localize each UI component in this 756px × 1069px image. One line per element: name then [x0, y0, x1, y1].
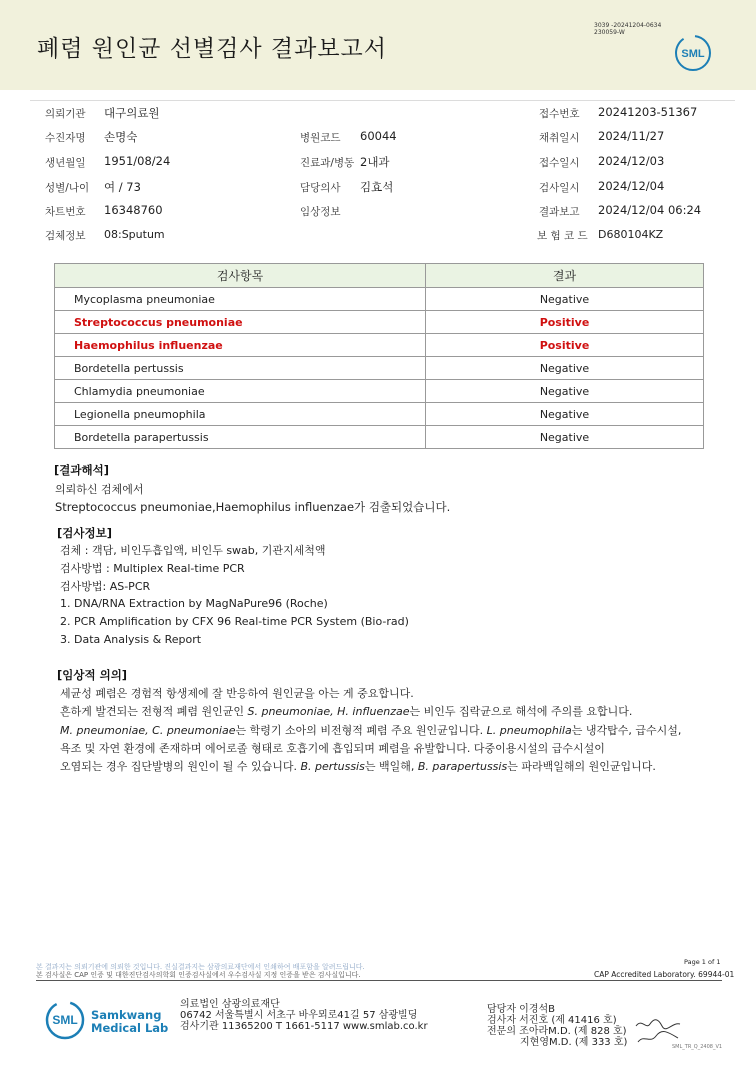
page-number: Page 1 of 1: [684, 958, 721, 966]
staff-tester: 검사자 서진호 (제 41416 호): [487, 1015, 617, 1026]
interpretation-heading: [결과해석]: [54, 463, 109, 477]
test-info-line-2: 검사방법 : Multiplex Real-time PCR: [60, 562, 245, 575]
patient-name-value: 손명숙: [104, 130, 138, 144]
test-item-result: Positive: [426, 334, 704, 357]
staff-manager: 담당자 이경석B: [487, 1004, 555, 1015]
test-item-result: Negative: [426, 288, 704, 311]
clinical-organism: B. parapertussis: [417, 760, 508, 773]
insurance-code-label: 보 험 코 드: [537, 230, 588, 242]
clinical-text: 오염되는 경우 집단발병의 원인이 될 수 있습니다.: [60, 760, 301, 773]
report-title: 폐렴 원인균 선별검사 결과보고서: [37, 36, 387, 62]
table-row: [55, 357, 704, 380]
clinical-info-label: 임상정보: [300, 206, 341, 218]
test-item-result: Negative: [426, 426, 704, 449]
collect-date-label: 채취일시: [539, 132, 580, 144]
table-row: [55, 380, 704, 403]
form-code: SML_TR_Q_2408_V1: [672, 1044, 723, 1050]
results-table: [54, 263, 704, 449]
dept-value: 2내과: [360, 155, 390, 169]
test-info-line-6: 3. Data Analysis & Report: [60, 633, 202, 646]
test-item-result: Negative: [426, 403, 704, 426]
test-item-name: Haemophilus influenzae: [55, 334, 426, 357]
document-id: [594, 22, 661, 36]
svg-text:SML: SML: [52, 1013, 78, 1027]
patient-name-label: 수진자명: [45, 132, 86, 144]
test-item-name: Bordetella parapertussis: [55, 426, 426, 449]
dob-value: 1951/08/24: [104, 154, 171, 168]
clinical-organism: S. pneumoniae, H. influenzae: [247, 705, 410, 718]
table-row: [55, 426, 704, 449]
collect-date-value: 2024/11/27: [598, 129, 665, 143]
svg-text:SML: SML: [681, 48, 705, 60]
signature-icon: [632, 1012, 684, 1046]
footer-note-2: 본 검사실은 CAP 인증 및 대한진단검사의학회 인증검사실에서 우수검사실 지정 인증을 받은 검사실입니다.: [36, 971, 361, 979]
test-date-value: 2024/12/04: [598, 179, 665, 193]
clinical-line-2: [60, 703, 632, 719]
test-info-heading: [검사정보]: [57, 526, 112, 540]
clinical-line-3: [60, 722, 681, 738]
clinical-text: 는 학령기 소아의 비전형적 폐렴 주요 원인균입니다.: [235, 724, 487, 737]
cap-accreditation: CAP Accredited Laboratory. 69944-01: [594, 970, 735, 979]
results-body: [55, 288, 704, 449]
staff-specialist-1: 전문의 조아라M.D. (제 828 호): [487, 1026, 627, 1037]
receipt-no-label: 접수번호: [539, 108, 580, 120]
col-header-result: 결과: [426, 264, 704, 288]
clinical-text: 는 냉각탑수, 급수시설,: [571, 724, 682, 737]
specimen-label: 검체정보: [45, 230, 86, 242]
test-info-line-3: 검사방법: AS-PCR: [60, 580, 151, 593]
test-info-line-1: 검체 : 객담, 비인두흡입액, 비인두 swab, 기관지세척액: [60, 544, 326, 557]
table-row: [55, 334, 704, 357]
brand-name-2: Medical Lab: [91, 1021, 169, 1035]
org-value: 대구의료원: [104, 106, 160, 120]
sex-age-label: 성별/나이: [45, 182, 90, 194]
info-divider: [30, 100, 735, 101]
clinical-text: 는 백일해,: [364, 760, 418, 773]
report-date-label: 결과보고: [539, 206, 580, 218]
contact-info: 검사기관 11365200 T 1661-5117 www.smlab.co.kr: [180, 1021, 428, 1032]
clinical-heading: [임상적 의의]: [57, 668, 128, 682]
test-item-name: Streptococcus pneumoniae: [55, 311, 426, 334]
clinical-organism: M. pneumoniae, C. pneumoniae: [60, 724, 236, 737]
col-header-item: 검사항목: [55, 264, 426, 288]
hospital-code-value: 60044: [360, 129, 397, 143]
clinical-line-4: 욕조 및 자연 환경에 존재하며 에어로졸 형태로 호흡기에 흡입되며 폐렴을 유발합니다. 다중이용시설의 급수시설이: [60, 742, 605, 755]
clinical-text: 는 파라백일해의 원인균입니다.: [507, 760, 656, 773]
test-item-name: Chlamydia pneumoniae: [55, 380, 426, 403]
insurance-code-value: D680104KZ: [598, 228, 664, 241]
interpretation-line-1: 의뢰하신 검체에서: [55, 483, 144, 496]
test-item-result: Negative: [426, 380, 704, 403]
doctor-label: 담당의사: [300, 182, 341, 194]
sex-age-value: 여 / 73: [104, 180, 141, 194]
interpretation-line-2: Streptococcus pneumoniae,Haemophilus influenzae가 검출되었습니다.: [55, 500, 451, 514]
dob-label: 생년월일: [45, 157, 86, 169]
report-date-value: 2024/12/04 06:24: [598, 203, 702, 217]
clinical-text: 흔하게 발견되는 전형적 폐렴 원인균인: [60, 705, 248, 718]
receipt-date-label: 접수일시: [539, 157, 580, 169]
clinical-text: 는 비인두 집락균으로 해석에 주의를 요합니다.: [409, 705, 633, 718]
footer-note-1: 본 결과지는 의뢰기관에 의뢰한 것입니다. 진실결과지는 삼광의료재단에서 인쇄하여 배포함을 알려드립니다.: [36, 963, 365, 971]
receipt-date-value: 2024/12/03: [598, 154, 665, 168]
test-item-name: Bordetella pertussis: [55, 357, 426, 380]
sml-logo-icon: [674, 34, 712, 72]
test-item-name: Legionella pneumophila: [55, 403, 426, 426]
chart-no-label: 차트번호: [45, 206, 86, 218]
clinical-line-5: [60, 758, 656, 774]
test-info-line-4: 1. DNA/RNA Extraction by MagNaPure96 (Roche): [60, 597, 328, 610]
table-row: [55, 403, 704, 426]
dept-label: 진료과/병동: [300, 157, 355, 169]
document-id-line-2: 230059-W: [594, 29, 625, 36]
sml-footer-logo-icon: [44, 999, 86, 1041]
clinical-organism: L. pneumophila: [486, 724, 572, 737]
foundation-name: 의료법인 삼광의료재단: [180, 999, 280, 1010]
clinical-line-1: 세균성 폐렴은 경험적 항생제에 잘 반응하여 원인균을 아는 게 중요합니다.: [60, 687, 414, 700]
table-row: [55, 311, 704, 334]
test-date-label: 검사일시: [539, 182, 580, 194]
results-header-row: [55, 264, 704, 288]
hospital-code-label: 병원코드: [300, 132, 341, 144]
test-item-result: Positive: [426, 311, 704, 334]
chart-no-value: 16348760: [104, 203, 163, 217]
footer-divider: [36, 980, 722, 981]
report-header: [0, 0, 756, 90]
clinical-organism: B. pertussis: [300, 760, 365, 773]
staff-specialist-2: 지현영M.D. (제 333 호): [520, 1037, 628, 1048]
test-info-line-5: 2. PCR Amplification by CFX 96 Real-time PCR System (Bio-rad): [60, 615, 409, 628]
doctor-value: 김효석: [360, 180, 394, 194]
org-label: 의뢰기관: [45, 108, 86, 120]
brand-name-1: Samkwang: [91, 1008, 162, 1022]
document-id-line-1: 3039 -20241204-0634: [594, 22, 662, 29]
table-row: [55, 288, 704, 311]
address: 06742 서울특별시 서초구 바우뫼로41길 57 삼광빌딩: [180, 1010, 418, 1021]
specimen-value: 08:Sputum: [104, 228, 165, 241]
test-item-name: Mycoplasma pneumoniae: [55, 288, 426, 311]
receipt-no-value: 20241203-51367: [598, 105, 698, 119]
test-item-result: Negative: [426, 357, 704, 380]
